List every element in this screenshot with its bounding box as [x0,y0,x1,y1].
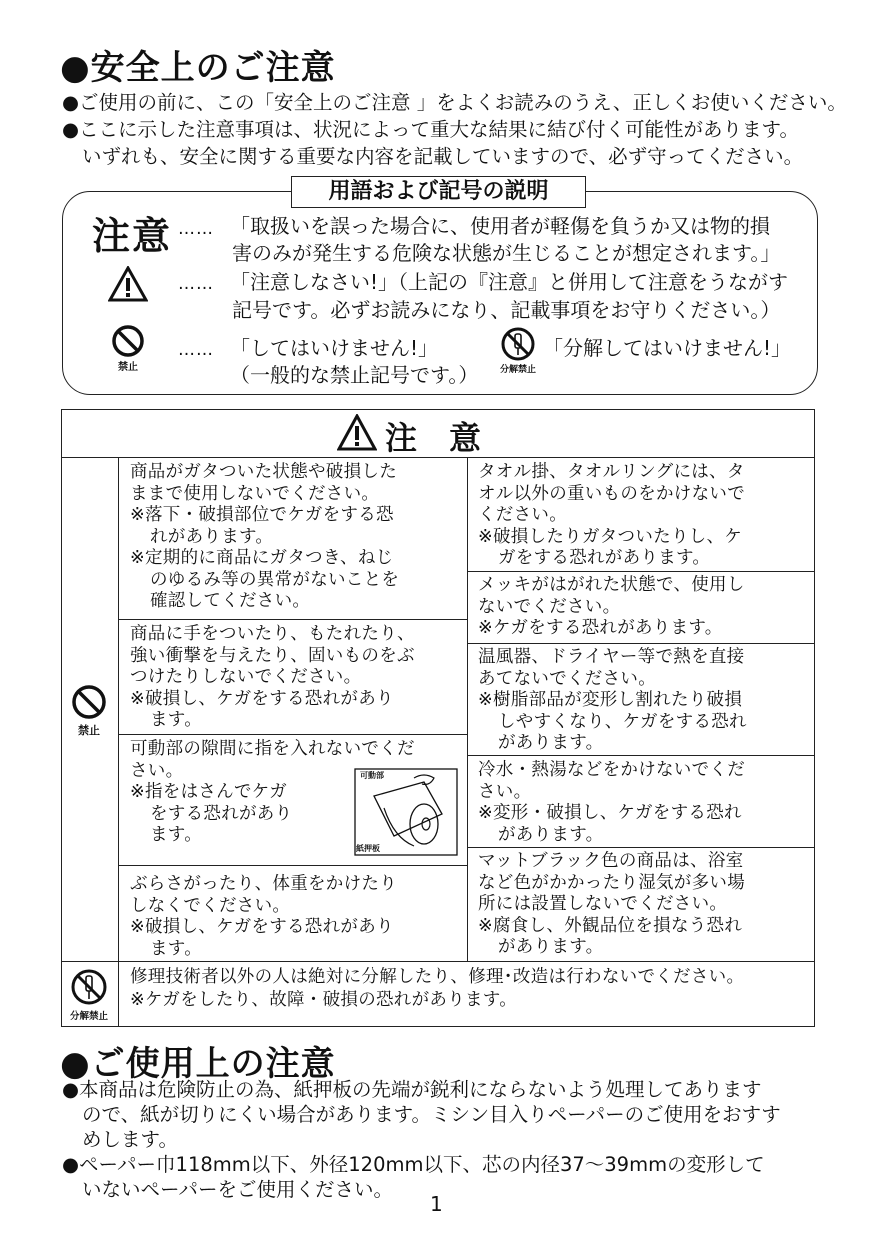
intro-line-1: ●ご使用の前に、この「安全上のご注意 」をよくお読みのうえ、正しくお使いください。 [62,91,847,114]
dots-prohibit: …… [178,340,214,360]
left-cell-4: ぶらさがったり、体重をかけたり しなくでください。 ※破損し、ケガをする恐れがあり ます。 [130,874,397,959]
dots-caution: …… [178,219,214,239]
legend-title: 用語および記号の説明 [291,176,586,208]
disassembly-prohibited-icon [70,968,108,1006]
disassembly-desc: 「分解してはいけません!」 [543,336,792,360]
disassembly-prohibited-icon [500,326,536,362]
caution-desc-line-1: 「取扱いを誤った場合に、使用者が軽傷を負うか又は物的損 [230,214,770,238]
right-cell-3: 温風器、ドライヤー等で熱を直接 あてないでください。 ※樹脂部品が変形し割れたり破損 しやすくなり、ケガをする恐れ があります。 [478,647,747,753]
prohibit-desc-line-1: 「してはいけません!」 [230,336,439,360]
caution-desc-line-2: 害のみが発生する危険な状態が生じることが想定されます。」 [232,241,781,265]
usage-line-3: めします。 [82,1128,178,1151]
intro-line-3: いずれも、安全に関する重要な内容を記載していますので、必ず守ってください。 [82,145,804,168]
prohibit-icon-label: 禁止 [118,362,138,373]
diagram-label-movable-part: 可動部 [360,771,384,780]
warning-desc-line-1: 「注意しなさい!」（上記の『注意』と併用して注意をうながす [230,270,789,294]
prohibit-desc-line-2: （一般的な禁止記号です。） [230,363,479,387]
caution-mark: 注意 [92,214,173,258]
dots-warning: …… [178,274,214,294]
bottom-disassembly-label: 分解禁止 [69,1011,108,1022]
right-cell-5: マットブラック色の商品は、浴室 など色がかかったり湿気が多い場 所には設置しないでください。 ※腐食し、外観品位を損なう恐れ があります。 [478,851,745,957]
usage-line-4: ●ペーパー巾118mm以下、外径120mm以下、芯の内径37～39mmの変形して [62,1153,765,1176]
usage-line-1: ●本商品は危険防止の為、紙押板の先端が鋭利にならないよう処理してあります [62,1078,762,1101]
left-cell-1: 商品がガタついた状態や破損した ままで使用しないでください。 ※落下・破損部位でケガをする恐 れがあります。 ※定期的に商品にガタつき、ねじ のゆるみ等の異常がないことを 確認してください。 [130,462,400,611]
section-title-safety: ●安全上のご注意 [60,48,336,88]
left-cell-2: 商品に手をついたり、もたれたり、 強い衝撃を与えたり、固いものをぶ つけたりしないでください。 ※破損し、ケガをする恐れがあり ます。 [130,624,415,730]
prohibit-icon [111,324,145,358]
bottom-cell: 修理技術者以外の人は絶対に分解したり、修理･改造は行わないでください。 ※ケガをしたり、故障・破損の恐れがあります。 [130,967,745,1010]
table-prohibit-label: 禁止 [78,724,100,737]
disassembly-icon-label: 分解禁止 [499,365,536,375]
intro-line-2: ●ここに示した注意事項は、状況によって重大な結果に結び付く可能性があります。 [62,118,799,141]
usage-line-2: ので、紙が切りにくい場合があります。ミシン目入りペーパーのご使用をおすす [82,1103,781,1126]
left-cell-3: 可動部の隙間に指を入れないでくだ さい。 ※指をはさんでケガ をする恐れがあり ます。 [130,739,415,845]
warning-triangle-icon [337,414,377,452]
prohibit-icon [71,684,107,720]
warning-triangle-icon [108,266,148,302]
usage-line-5: いないペーパーをご使用ください。 [82,1178,394,1201]
diagram-label-paper-press: 紙押板 [356,844,380,853]
page-number: 1 [430,1192,443,1216]
warning-desc-line-2: 記号です。必ずお読みになり、記載事項をお守りください。） [232,298,781,322]
table-header-title: 注 意 [385,419,482,457]
right-cell-2: メッキがはがれた状態で、使用し ないでください。 ※ケガをする恐れがあります。 [478,575,745,638]
section-title-usage: ●ご使用上の注意 [60,1044,336,1084]
right-cell-1: タオル掛、タオルリングには、タ オル以外の重いものをかけないで ください。 ※破損したりガタついたりし、ケ ガをする恐れがあります。 [478,462,745,568]
right-cell-4: 冷水・熱湯などをかけないでくだ さい。 ※変形・破損し、ケガをする恐れ があります。 [478,760,745,845]
